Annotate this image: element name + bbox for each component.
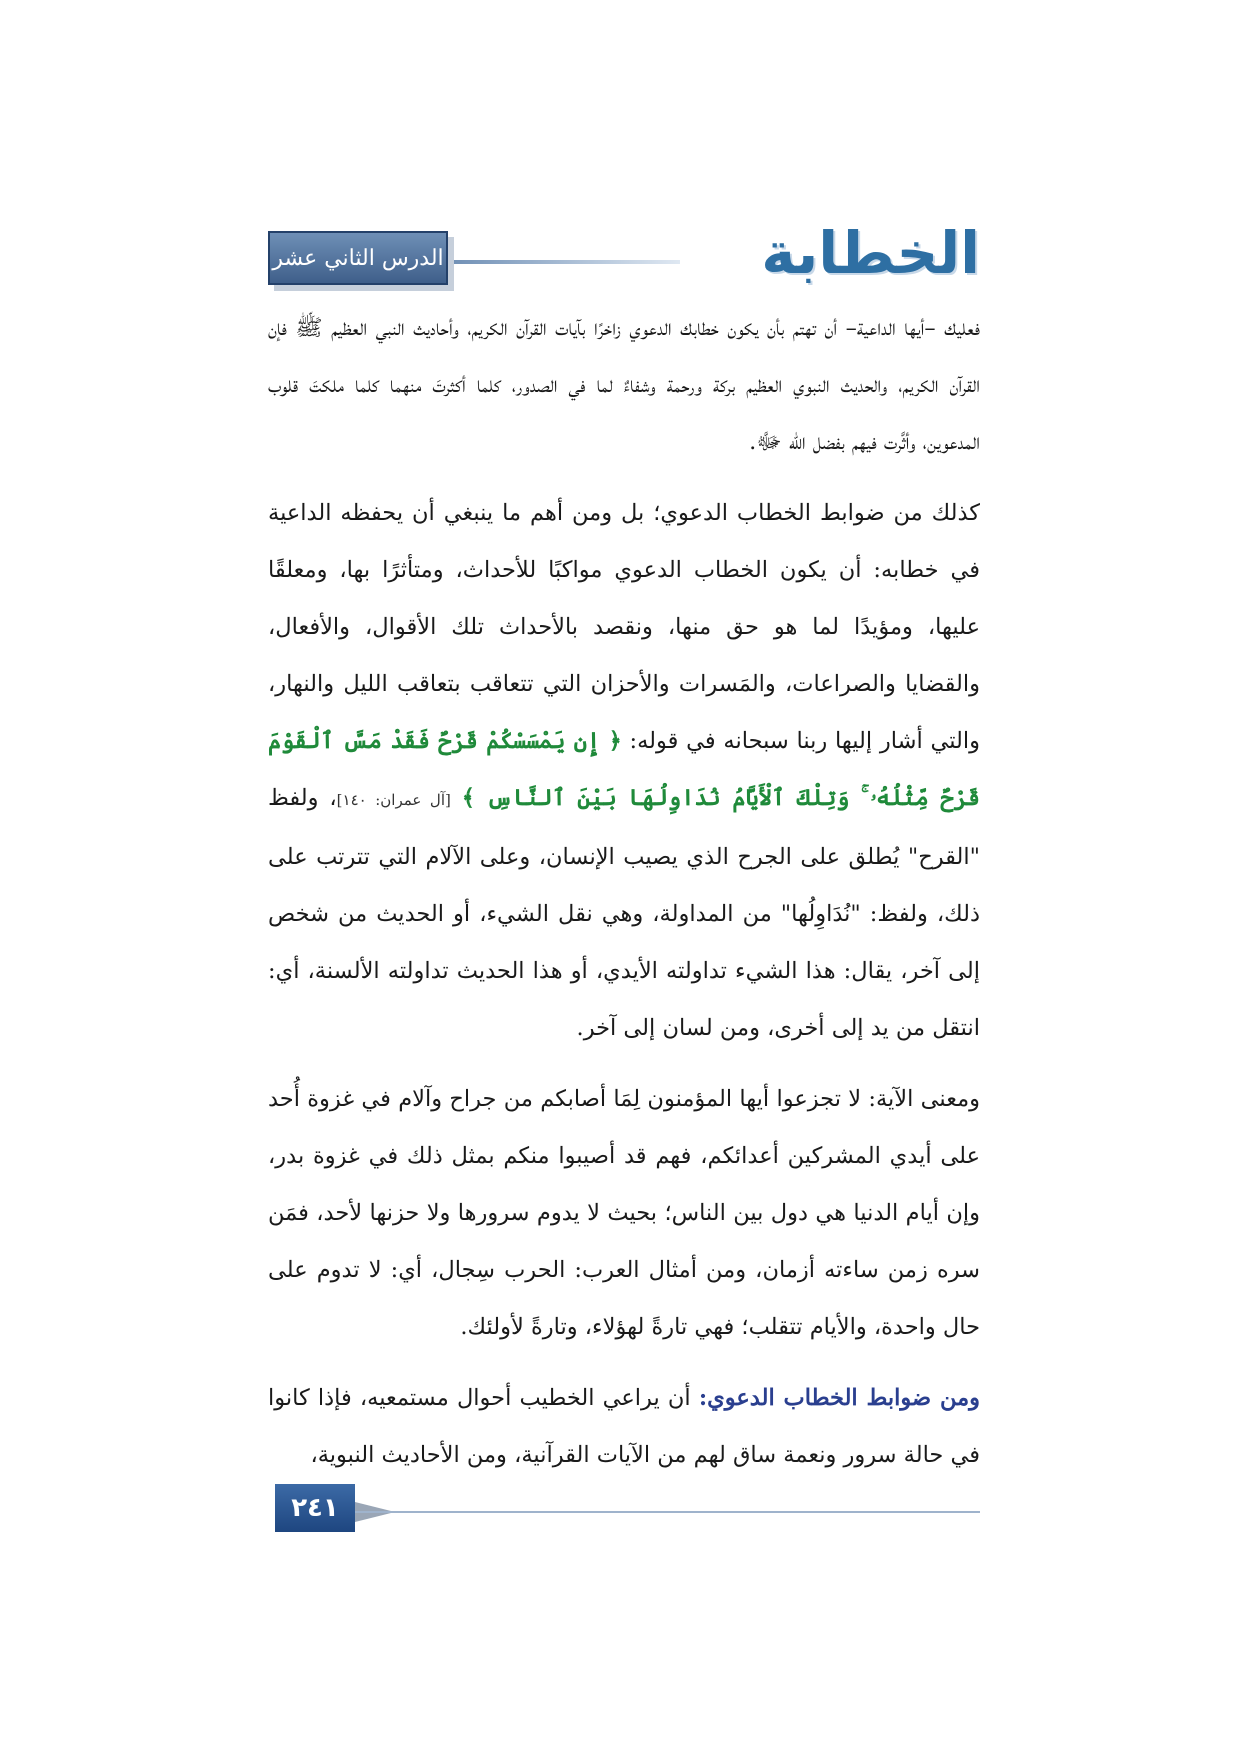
page-footer [275,1484,980,1536]
lesson-badge: الدرس الثاني عشر [268,231,448,285]
header-divider [448,259,680,265]
section-lead: ومن ضوابط الخطاب الدعوي: [698,1385,980,1411]
paragraph-2-intro: كذلك من ضوابط الخطاب الدعوي؛ بل ومن أهم ما ينبغي أن يحفظه الداعية في خطابه: أن يكون الخطاب الدعوي مواكبًا للأحداث، ومتأثرًا بها، ومعلقًا عليها، ومؤيدًا لما هو حق منها، ونقصد بالأحداث تلك الأقوال، والأفعال، والقضايا والصراعات، والمَسرات والأحزان التي تتعاقب بتعاقب الليل والنهار، والتي أشار إليها ربنا سبحانه في قوله: [268,500,980,754]
footer-divider [355,1502,980,1522]
book-title: الخطابة [761,219,980,287]
paragraph-2 [268,485,980,1057]
paragraph-3: ومعنى الآية: لا تجزعوا أيها المؤمنون لِمَا أصابكم من جراح وآلام في غزوة أُحد على أيدي المشركين أعدائكم، فهم قد أصيبوا منكم بمثل ذلك في غزوة بدر، وإن أيام الدنيا هي دول بين الناس؛ بحيث لا يدوم سرورها ولا حزنها لأحد، فمَن سره زمن ساءته أزمان، ومن أمثال العرب: الحرب سِجال، أي: لا تدوم على حال واحدة، والأيام تتقلب؛ فهي تارةً لهؤلاء، وتارةً لأولئك. [268,1086,980,1340]
quran-verse: ﴿ إِن يَمْسَسْكُمْ قَرْحٌ فَقَدْ مَسَّ ٱلْقَوْمَ قَرْحٌ مِّثْلُهُۥ ۚ وَتِلْكَ ٱلْأَيَّامُ نُدَاوِلُهَا بَيْنَ ٱلنَّاسِ ﴾ [268,728,980,811]
paragraph-2-rest: ، ولفظ "القرح" يُطلق على الجرح الذي يصيب الإنسان، وعلى الآلام التي تترتب على ذلك، ولفظ: "نُدَاوِلُها" من المداولة، وهي نقل الشيء، أو الحديث من شخص إلى آخر، يقال: هذا الشيء تداولته الأيدي، أو هذا الحديث تداولته الألسنة، أي: انتقل من يد إلى أخرى، ومن لسان إلى آخر. [268,785,980,1041]
paragraph-4-text: أن يراعي الخطيب أحوال مستمعيه، فإذا كانوا في حالة سرور ونعمة ساق لهم من الآيات القرآنية، ومن الأحاديث النبوية، [268,1385,980,1468]
page-body [268,300,980,1498]
verse-reference: [آل عمران: ١٤٠] [336,791,451,809]
paragraph-1: فعليك –أيها الداعية– أن تهتم بأن يكون خطابك الدعوي زاخرًا بآيات القرآن الكريم، وأحاديث النبي العظيم ﷺ فإن القرآن الكريم، والحديث النبوي العظيم بركة ورحمة وشفاءٌ لما في الصدور، كلما أكثرتَ منهما كلما ملكتَ قلوب المدعوين، وأثَّرت فيهم بفضل الله ﷻ. [268,315,980,455]
page-number: ٢٤١ [275,1484,355,1532]
page-header [268,219,980,295]
paragraph-4 [268,1370,980,1484]
